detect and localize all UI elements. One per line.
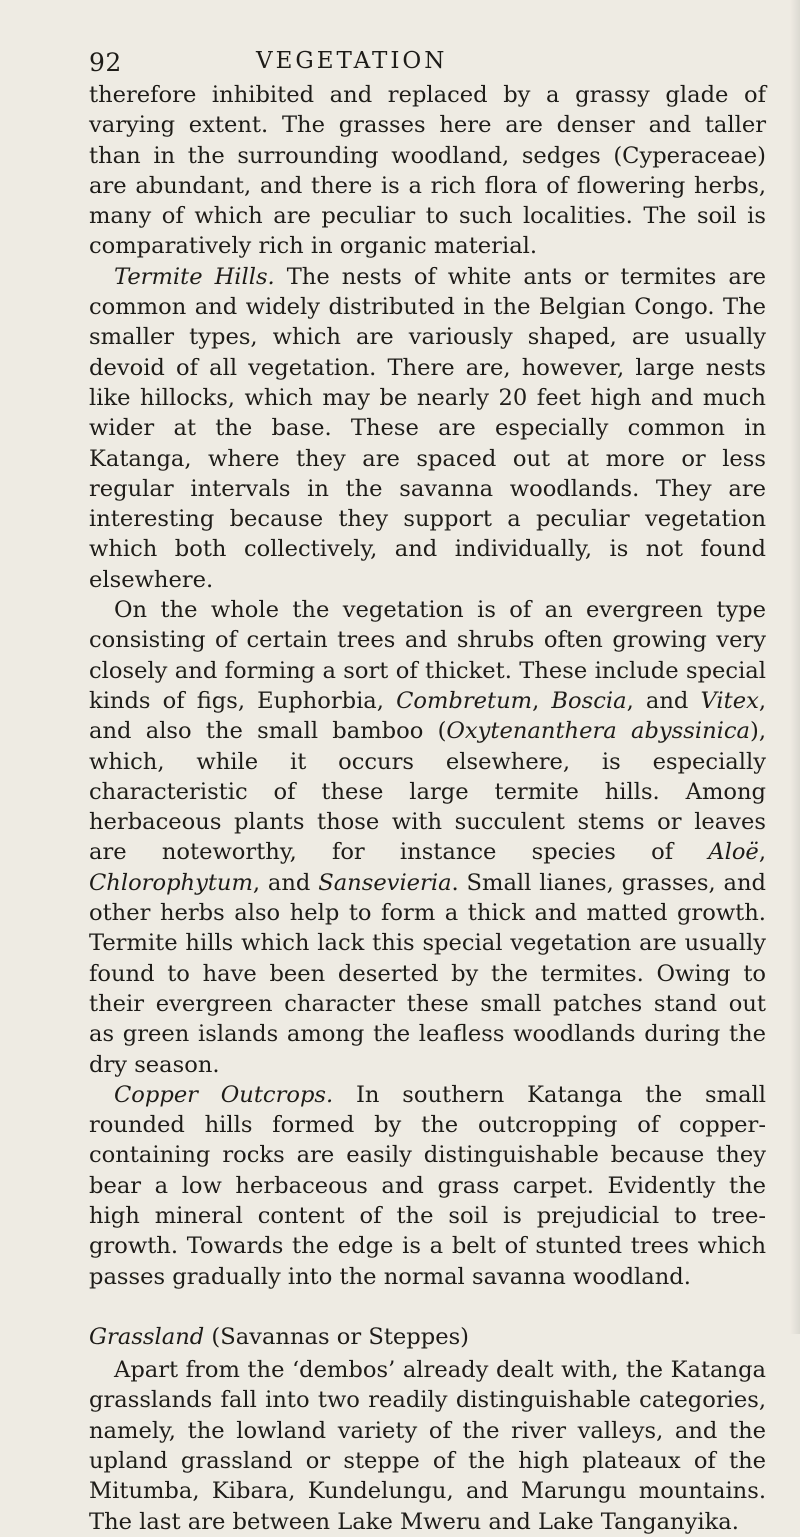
text-segment: ), which, while it occurs elsewhere, is especially characteristic of these large termite hills. Among herbaceous plants those with succulent stems or leaves are noteworthy, for instance species of	[89, 718, 766, 866]
taxon-aloe: Aloë	[708, 839, 759, 866]
taxon-combretum: Combretum	[396, 687, 533, 714]
paragraph-evergreen-vegetation	[89, 595, 766, 1080]
paragraph-grassland	[89, 1355, 766, 1537]
section-heading-rest: (Savannas or Steppes)	[204, 1323, 469, 1350]
text-segment: ,	[532, 687, 552, 714]
text-segment: , and	[252, 869, 319, 896]
paragraph-grassland-text: Apart from the ‘dembos’ already dealt with, the Katanga grasslands fall into two readily distinguishable categories, namely, the lowland variety of the river valleys, and the upland grassland or steppe of the high plateaux of the Mitumba, Kibara, Kundelungu, and Marungu mountains. The last are between Lake Mweru and Lake Tanganyika.	[89, 1357, 766, 1535]
run-in-heading-termite-hills: Termite Hills.	[114, 263, 275, 290]
text-segment: , and also the small bamboo (	[89, 687, 766, 745]
text-segment: On the whole the vegetation is of an evergreen type consisting of certain trees and shrubs often growing very closely and forming a sort of thicket. These include special kinds of figs, Euphorbia,	[89, 597, 766, 714]
text-segment: . Small lianes, grasses, and other herbs also help to form a thick and matted growth. Termite hills which lack this special vegetation are usually found to have been deserted by the termites. Owing to their evergreen character these small patches stand out as green islands among the leafless woodlands during the dry season.	[89, 869, 766, 1078]
paragraph-glade	[89, 80, 766, 262]
paragraph-termite-hills-text: The nests of white ants or termites are common and widely distributed in the Belgian Congo. The smaller types, which are variously shaped, are usually devoid of all vegetation. There are, however, large nests like hillocks, which may be nearly 20 feet high and much wider at the base. These are especially common in Katanga, where they are spaced out at more or less regular intervals in the savanna woodlands. They are interesting because they support a peculiar vegetation which both collectively, and individually, is not found elsewhere.	[89, 263, 766, 593]
paragraph-copper-outcrops	[89, 1080, 766, 1292]
text-segment: , and	[626, 687, 701, 714]
taxon-boscia: Boscia	[551, 687, 627, 714]
body-text	[89, 80, 766, 1537]
running-title: VEGETATION	[256, 48, 448, 74]
taxon-chlorophytum: Chlorophytum	[89, 869, 253, 896]
run-in-heading-copper-outcrops: Copper Outcrops.	[114, 1081, 334, 1108]
page-edge-shadow	[790, 0, 800, 1334]
taxon-vitex: Vitex	[700, 687, 759, 714]
text-segment: ,	[758, 839, 766, 866]
taxon-sansevieria: Sansevieria	[318, 869, 452, 896]
paragraph-copper-outcrops-text: In southern Katanga the small rounded hills formed by the outcropping of copper-containing rocks are easily distinguishable because they bear a low herbaceous and grass carpet. Evidently the high mineral content of the soil is prejudicial to tree-growth. Towards the edge is a belt of stunted trees which passes gradually into the normal savanna woodland.	[89, 1081, 766, 1290]
paragraph-termite-hills	[89, 262, 766, 595]
paragraph-glade-text: therefore inhibited and replaced by a grassy glade of varying extent. The grasses here are denser and taller than in the surrounding woodland, sedges (Cyperaceae) are abundant, and there is a rich flora of flowering herbs, many of which are peculiar to such localities. The soil is comparatively rich in organic material.	[89, 82, 766, 260]
running-head	[89, 0, 762, 77]
section-heading-grassland	[89, 1322, 766, 1352]
section-heading-italic: Grassland	[89, 1323, 205, 1350]
taxon-oxytenanthera: Oxytenanthera abyssinica	[446, 718, 750, 745]
page-number: 92	[89, 48, 122, 77]
